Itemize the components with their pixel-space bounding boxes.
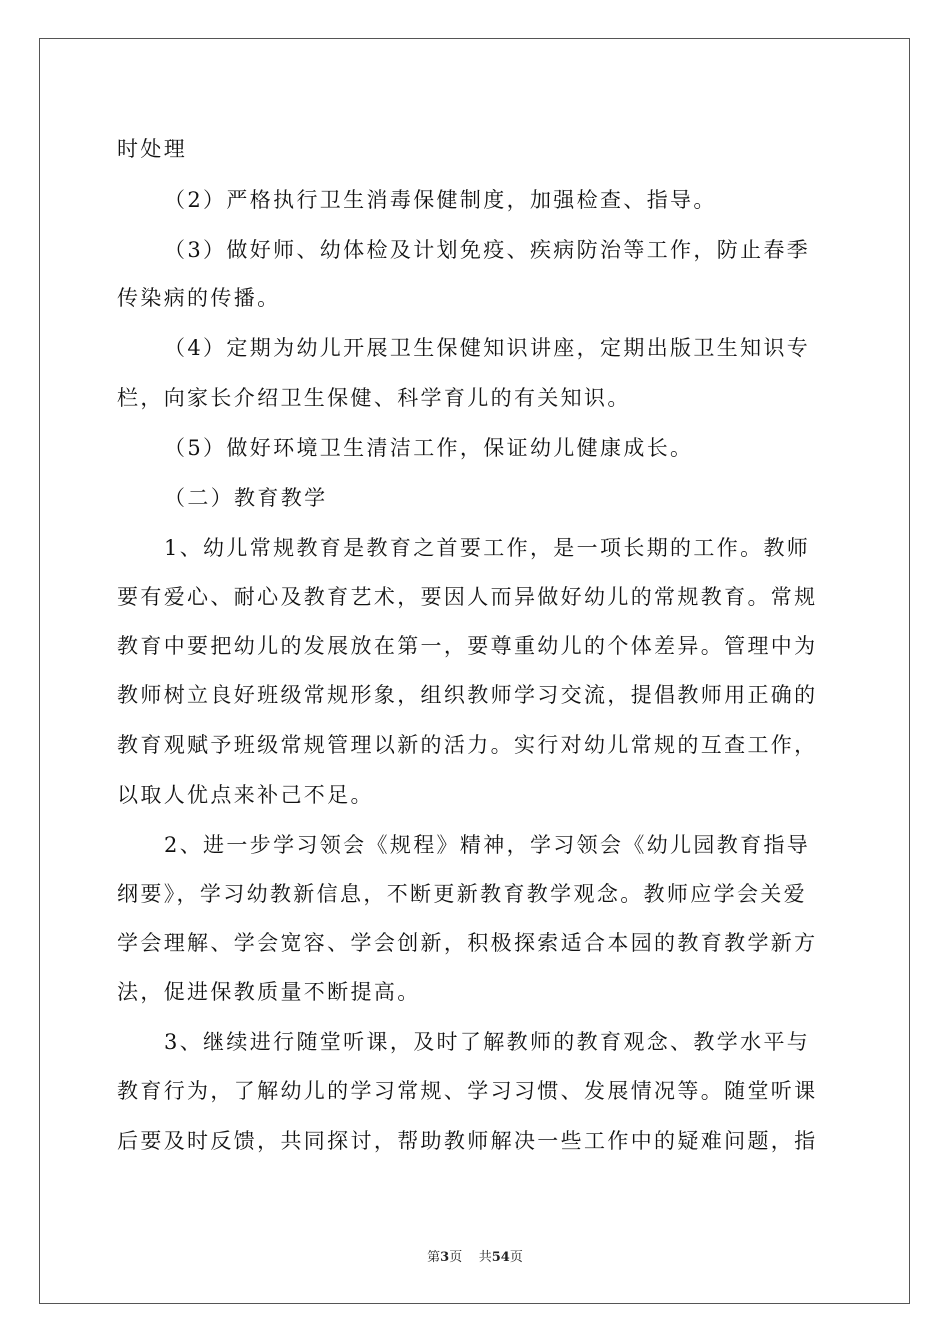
paragraph-line: 纲要》，学习幼教新信息，不断更新教育教学观念。教师应学会关爱 (117, 882, 807, 906)
paragraph-line: 要有爱心、耐心及教育艺术，要因人而异做好幼儿的常规教育。常规 (117, 585, 818, 609)
total-prefix: 共 (478, 1250, 492, 1265)
page-prefix: 第 (427, 1250, 441, 1265)
current-page-number: 3 (440, 1250, 450, 1265)
paragraph-line: 教育行为，了解幼儿的学习常规、学习习惯、发展情况等。随堂听课 (117, 1079, 818, 1103)
paragraph-line: （3）做好师、幼体检及计划免疫、疾病防治等工作，防止春季 (164, 238, 811, 262)
paragraph-line: 法，促进保教质量不断提高。 (117, 980, 421, 1004)
paragraph-line: 学会理解、学会宽容、学会创新，积极探索适合本园的教育教学新方 (117, 931, 818, 955)
total-suffix: 页 (509, 1250, 523, 1265)
paragraph-line: 教师树立良好班级常规形象，组织教师学习交流，提倡教师用正确的 (117, 683, 818, 707)
paragraph-line: 教育观赋予班级常规管理以新的活力。实行对幼儿常规的互查工作， (117, 733, 818, 757)
paragraph-line: 后要及时反馈，共同探讨，帮助教师解决一些工作中的疑难问题，指 (117, 1129, 818, 1153)
paragraph-line: 3、继续进行随堂听课，及时了解教师的教育观念、教学水平与 (164, 1030, 811, 1054)
paragraph-line: 2、进一步学习领会《规程》精神，学习领会《幼儿园教育指导 (164, 833, 811, 857)
paragraph-line: 教育中要把幼儿的发展放在第一，要尊重幼儿的个体差异。管理中为 (117, 634, 818, 658)
paragraph-line: 栏，向家长介绍卫生保健、科学育儿的有关知识。 (117, 386, 631, 410)
paragraph-line: （4）定期为幼儿开展卫生保健知识讲座，定期出版卫生知识专 (164, 336, 811, 360)
page-suffix: 页 (449, 1250, 463, 1265)
paragraph-line: 传染病的传播。 (117, 286, 281, 310)
page-footer (0, 1250, 950, 1266)
paragraph-line: （2）严格执行卫生消毒保健制度，加强检查、指导。 (164, 188, 717, 212)
page-border (39, 38, 910, 1304)
paragraph-line: 时处理 (117, 137, 188, 161)
paragraph-line: （5）做好环境卫生清洁工作，保证幼儿健康成长。 (164, 436, 694, 460)
total-page-count: 54 (491, 1250, 510, 1265)
paragraph-line: 以取人优点来补己不足。 (117, 783, 374, 807)
paragraph-line: 1、幼儿常规教育是教育之首要工作，是一项长期的工作。教师 (164, 536, 811, 560)
section-heading: （二）教育教学 (164, 486, 328, 510)
